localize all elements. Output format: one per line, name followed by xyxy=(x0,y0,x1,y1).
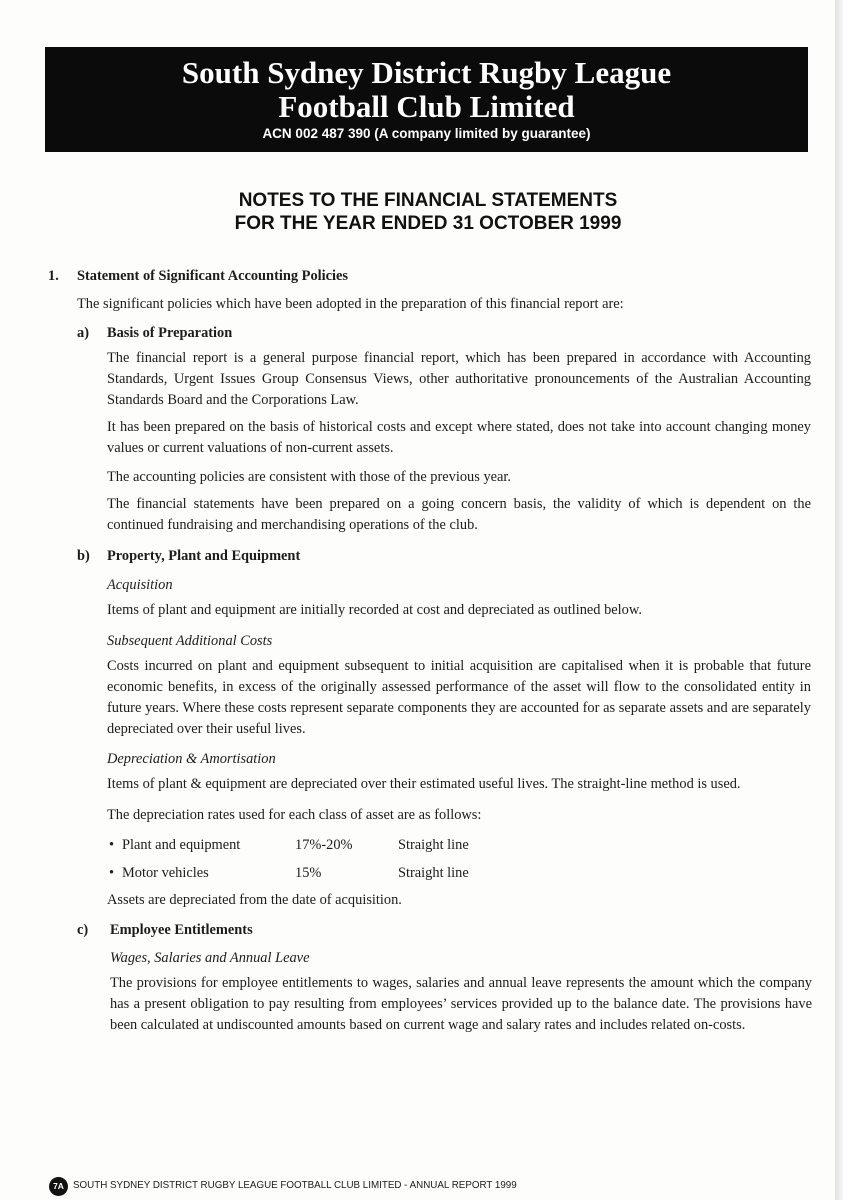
page-edge-shadow xyxy=(835,0,843,1200)
employee-entitlements-paragraph: The provisions for employee entitlements to wages, salaries and annual leave represents the amount which the company has a present obligation to pay resulting from employees’ services provided up to the balance date. The provisions have been calculated at undiscounted amounts based on current wage and salary rates and includes related on-costs. xyxy=(110,975,812,1033)
depreciation-paragraph: Items of plant & equipment are depreciated over their estimated useful lives. The straight-line method is used. xyxy=(107,776,741,792)
club-name-line2: Football Club Limited xyxy=(278,89,575,124)
depreciation-method: Straight line xyxy=(398,865,469,881)
page-number-badge: 7A xyxy=(49,1177,68,1196)
bullet: • xyxy=(109,837,115,853)
depreciation-rate: 17%-20% xyxy=(295,837,353,853)
club-name-line1: South Sydney District Rugby League xyxy=(181,55,672,90)
subsection-title-ppe: Property, Plant and Equipment xyxy=(107,548,301,564)
asset-class: Motor vehicles xyxy=(122,865,209,881)
additional-costs-paragraph: Costs incurred on plant and equipment subsequent to initial acquisition are capitalised when it is probable that future economic benefits, in excess of the originally assessed performance of the asset will flow to the consolidated entity in future years. Where these costs represent separate components they are accounted for as separate assets and are separately depreciated over their useful lives. xyxy=(107,658,811,737)
subsection-title-employee: Employee Entitlements xyxy=(110,922,253,938)
depreciation-date-note: Assets are depreciated from the date of acquisition. xyxy=(107,892,402,908)
section-intro: The significant policies which have been adopted in the preparation of this financial report are: xyxy=(77,296,624,312)
acquisition-paragraph: Items of plant and equipment are initially recorded at cost and depreciated as outlined below. xyxy=(107,602,642,618)
subsection-letter-c: c) xyxy=(77,922,89,938)
section-number: 1. xyxy=(48,268,59,284)
page-title-line2: FOR THE YEAR ENDED 31 OCTOBER 1999 xyxy=(234,213,622,234)
rates-intro: The depreciation rates used for each class of asset are as follows: xyxy=(107,807,482,823)
subheading-wages: Wages, Salaries and Annual Leave xyxy=(110,950,310,966)
depreciation-rate: 15% xyxy=(295,865,322,881)
subsection-letter-b: b) xyxy=(77,548,90,564)
asset-class: Plant and equipment xyxy=(122,837,241,853)
subsection-title-basis: Basis of Preparation xyxy=(107,325,233,341)
bullet: • xyxy=(109,865,115,881)
basis-paragraph-3: The accounting policies are consistent with those of the previous year. xyxy=(107,469,512,485)
acn-line: ACN 002 487 390 (A company limited by guarantee) xyxy=(262,126,591,141)
subsection-letter-a: a) xyxy=(77,325,89,341)
basis-paragraph-4: The financial statements have been prepared on a going concern basis, the validity of which is dependent on the continued fundraising and merchandising operations of the club. xyxy=(107,496,811,533)
footer-text: SOUTH SYDNEY DISTRICT RUGBY LEAGUE FOOTBALL CLUB LIMITED - ANNUAL REPORT 1999 xyxy=(73,1180,517,1191)
basis-paragraph-1: The financial report is a general purpose financial report, which has been prepared in accordance with Accounting Standards, Urgent Issues Group Consensus Views, other authoritative pronouncements of the Australian Accounting Standards Board and the Corporations Law. xyxy=(107,350,811,408)
subheading-acquisition: Acquisition xyxy=(107,577,173,593)
header-banner xyxy=(45,47,808,152)
basis-paragraph-2: It has been prepared on the basis of historical costs and except where stated, does not take into account changing money values or current valuations of non-current assets. xyxy=(107,419,811,456)
depreciation-method: Straight line xyxy=(398,837,469,853)
section-title: Statement of Significant Accounting Policies xyxy=(77,268,349,284)
subheading-depreciation: Depreciation & Amortisation xyxy=(107,751,276,767)
subheading-additional-costs: Subsequent Additional Costs xyxy=(107,633,273,649)
page-title-line1: NOTES TO THE FINANCIAL STATEMENTS xyxy=(238,190,618,211)
